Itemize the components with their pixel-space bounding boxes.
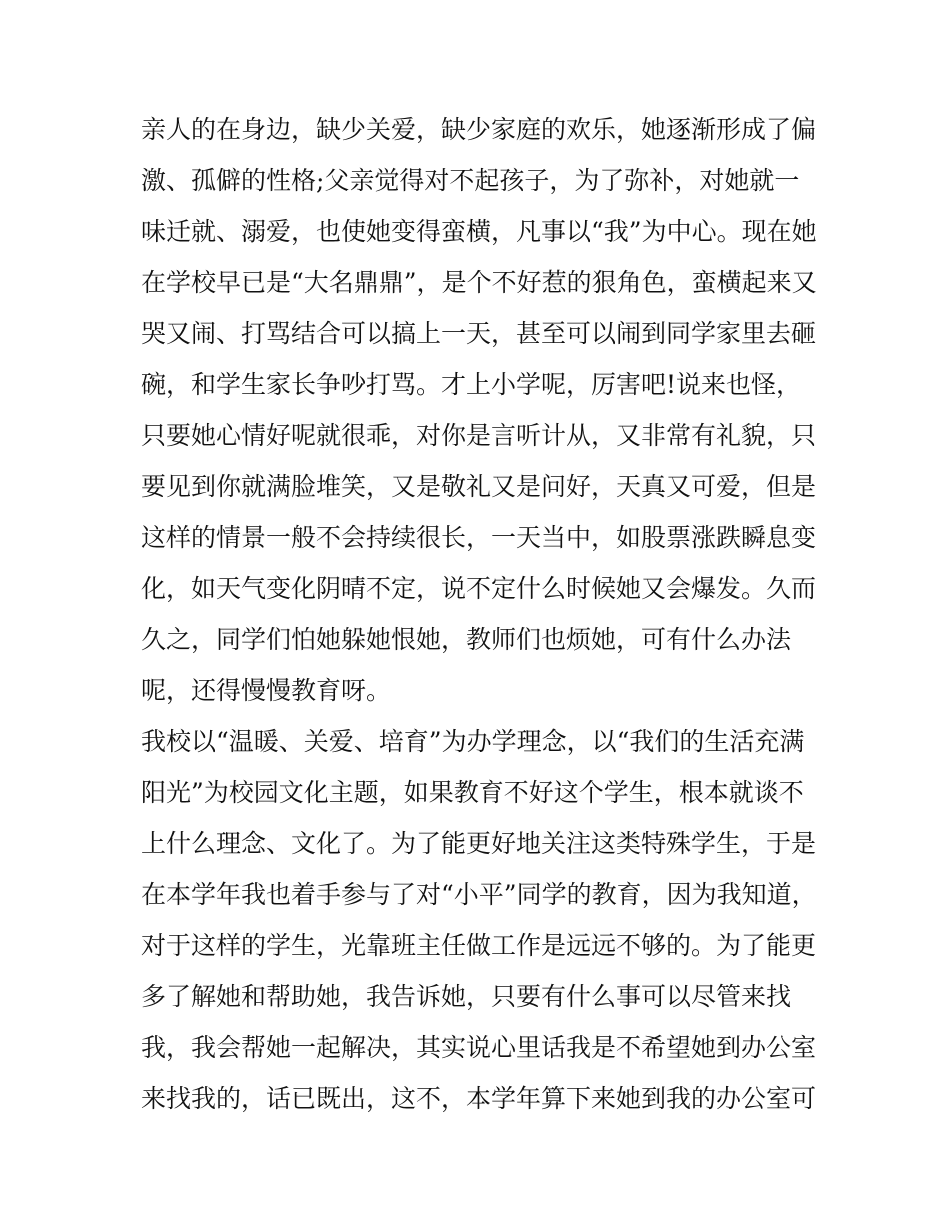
text-line: 对于这样的学生，光靠班主任做工作是远远不够的。为了能更: [141, 931, 817, 960]
text-line: 呢，还得慢慢教育呀。: [141, 676, 392, 705]
text-line: 久之，同学们怕她躲她恨她，教师们也烦她，可有什么办法: [141, 625, 792, 654]
text-line: 化，如天气变化阴晴不定，说不定什么时候她又会爆发。久而: [141, 574, 817, 603]
text-line: 来找我的，话已既出，这不，本学年算下来她到我的办公室可: [141, 1084, 817, 1113]
text-line: 碗，和学生家长争吵打骂。才上小学呢，厉害吧!说来也怪，: [141, 370, 802, 399]
text-line: 我，我会帮她一起解决，其实说心里话我是不希望她到办公室: [141, 1033, 817, 1062]
text-line: 我校以“温暖、关爱、培育”为办学理念，以“我们的生活充满: [141, 727, 805, 756]
text-line: 在学校早已是“大名鼎鼎”，是个不好惹的狠角色，蛮横起来又: [141, 268, 817, 297]
text-line: 激、孤僻的性格;父亲觉得对不起孩子，为了弥补，对她就一: [141, 166, 800, 195]
text-line: 要见到你就满脸堆笑，又是敬礼又是问好，天真又可爱，但是: [141, 472, 817, 501]
text-line: 只要她心情好呢就很乖，对你是言听计从，又非常有礼貌，只: [141, 421, 817, 450]
body-text: [141, 104, 821, 1124]
text-line: 亲人的在身边，缺少关爱，缺少家庭的欢乐，她逐渐形成了偏: [141, 115, 817, 144]
text-line: 味迁就、溺爱，也使她变得蛮横，凡事以“我”为中心。现在她: [141, 217, 817, 246]
text-line: 多了解她和帮助她，我告诉她，只要有什么事可以尽管来找: [141, 982, 792, 1011]
text-line: 上什么理念、文化了。为了能更好地关注这类特殊学生，于是: [141, 829, 817, 858]
text-line: 在本学年我也着手参与了对“小平”同学的教育，因为我知道，: [141, 880, 817, 909]
text-line: 阳光”为校园文化主题，如果教育不好这个学生，根本就谈不: [141, 778, 804, 807]
text-line: 这样的情景一般不会持续很长，一天当中，如股票涨跌瞬息变: [141, 523, 817, 552]
text-line: 哭又闹、打骂结合可以搞上一天，甚至可以闹到同学家里去砸: [141, 319, 817, 348]
